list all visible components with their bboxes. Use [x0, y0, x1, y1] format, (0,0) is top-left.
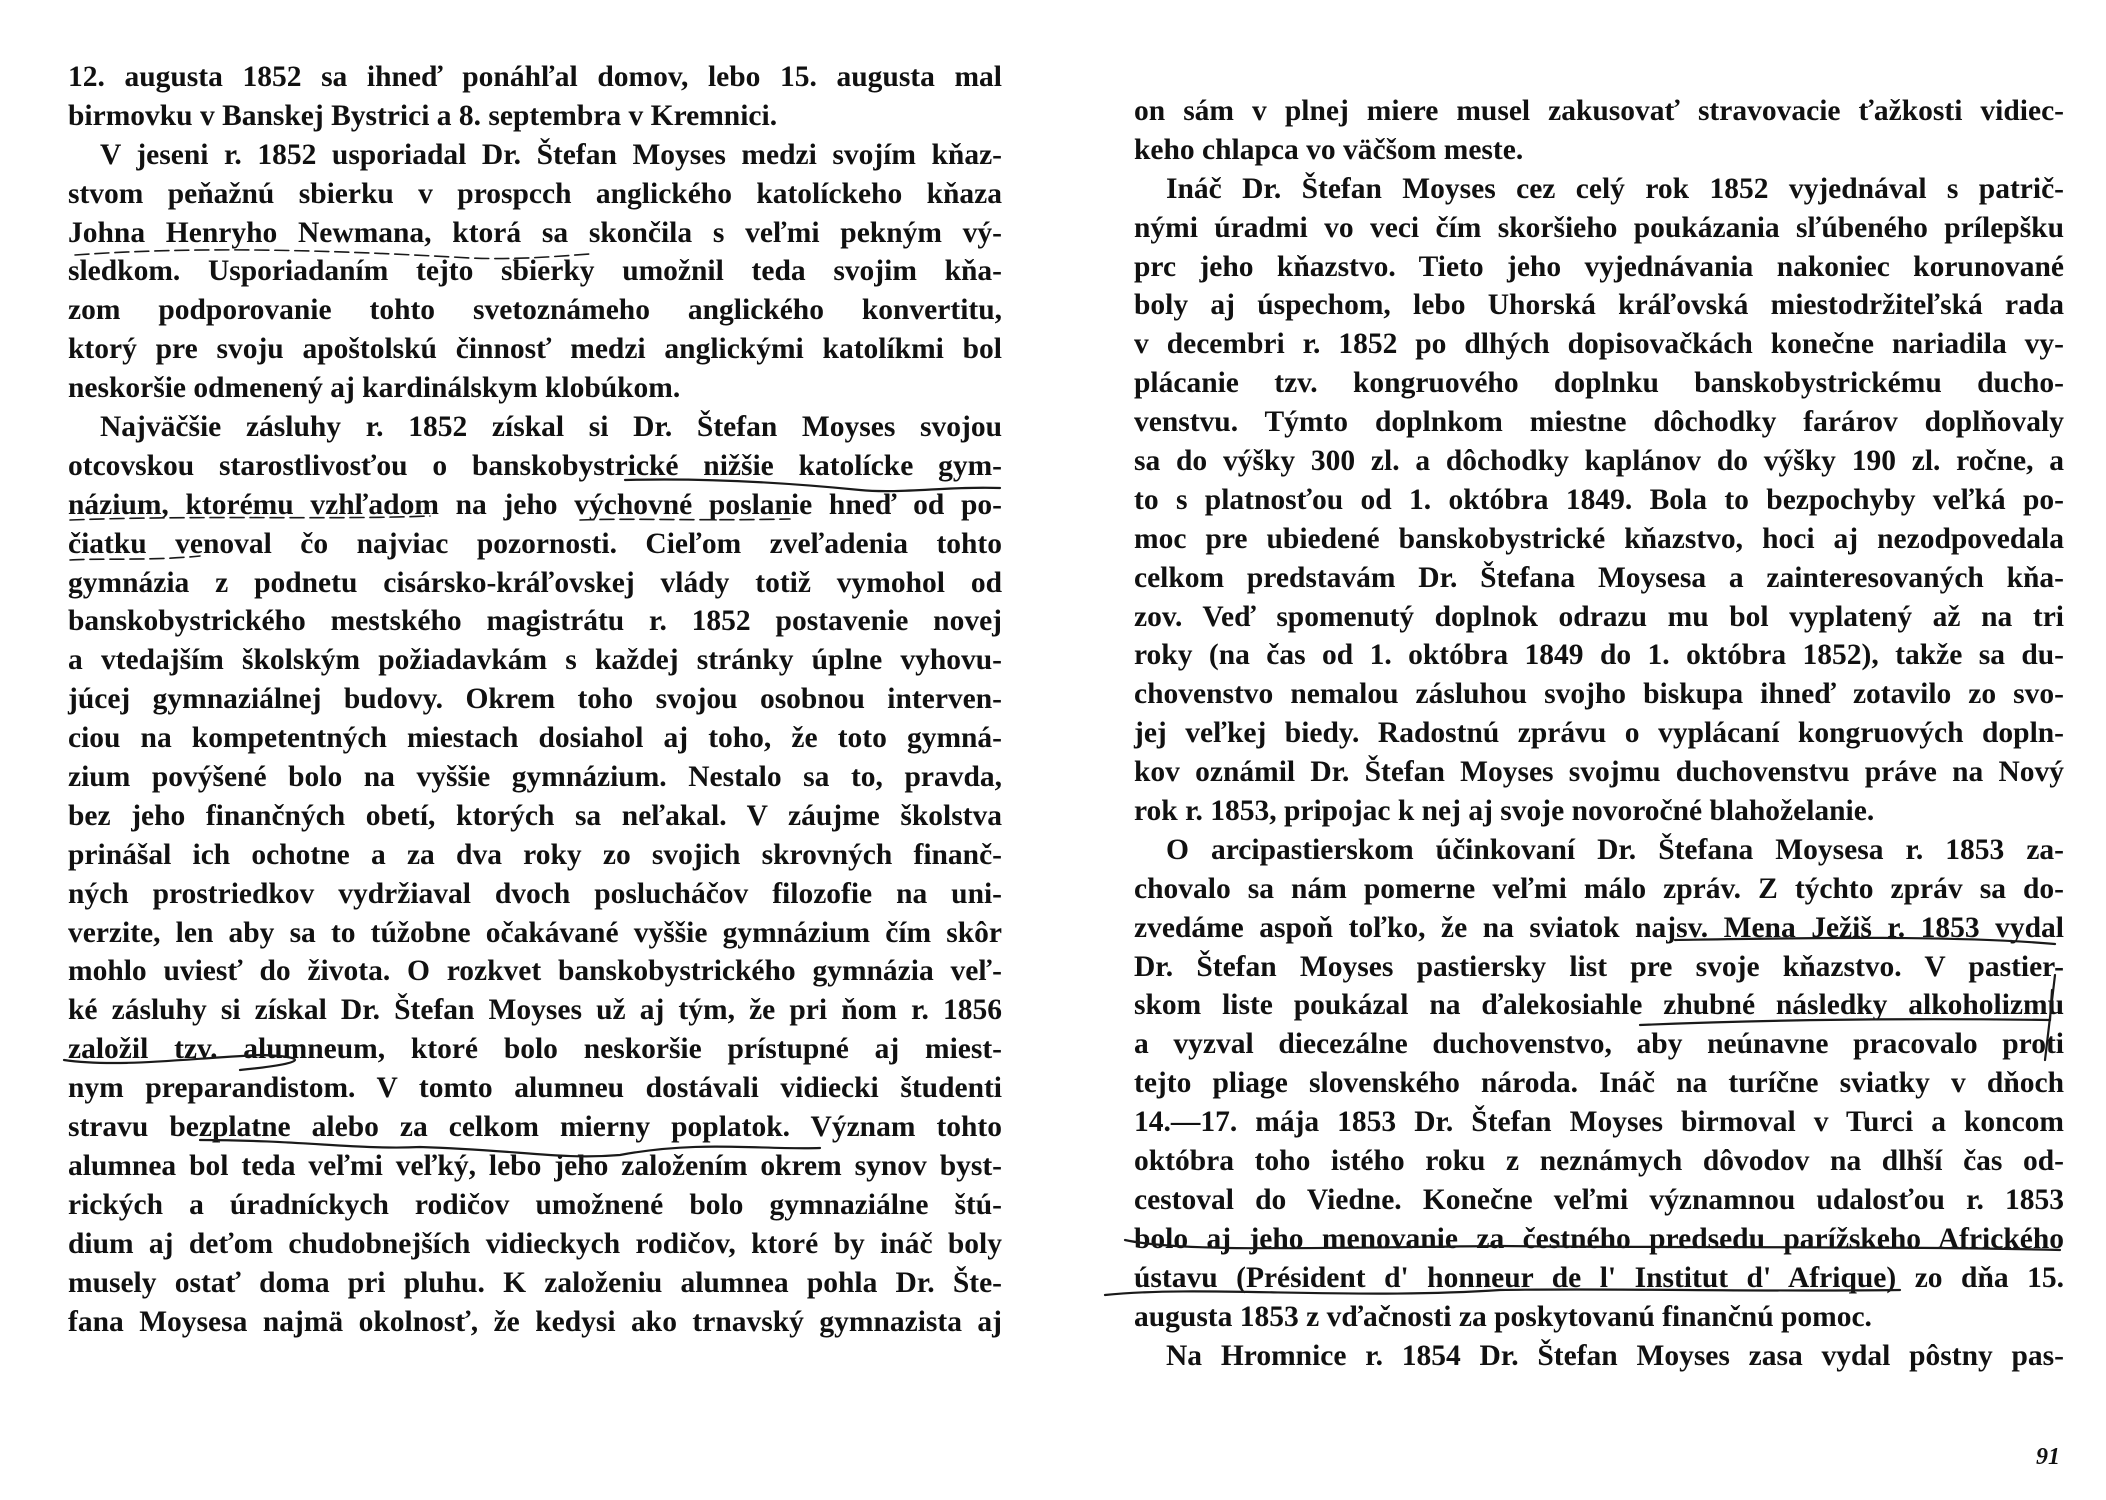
text-line: V jeseni r. 1852 usporiadal Dr. Štefan Moyses medzi svojím kňaz- — [100, 138, 1002, 171]
text-line: zvedáme aspoň toľko, že na sviatok najsv. Mena Ježiš r. 1853 vydal — [1134, 911, 2064, 944]
text-line: verzite, len aby sa to túžobne očakávané vyššie gymnázium čím skôr — [68, 916, 1002, 949]
text-line: jej veľkej biedy. Radostnú zprávu o vyplácaní kongruových dopln- — [1134, 717, 2064, 750]
text-line: a vtedajším školským požiadavkám s každej stránky úplne vyhovu- — [68, 644, 1002, 677]
text-line: birmovku v Banskej Bystrici a 8. septembra v Kremnici. — [68, 99, 778, 132]
text-line: keho chlapca vo väčšom meste. — [1134, 133, 1524, 166]
text-line: tejto pliage slovenského národa. Ináč na turíčne sviatky v dňoch — [1134, 1067, 2064, 1100]
text-line: chovenstvo nemalou zásluhou svojho biskupa ihneď zotavilo zo svo- — [1134, 678, 2064, 711]
text-line: Dr. Štefan Moyses pastiersky list pre svoje kňazstvo. V pastier- — [1134, 950, 2064, 983]
text-line: zov. Veď spomenutý doplnok odrazu mu bol vyplatený až na tri — [1134, 600, 2064, 633]
text-line: Johna Henryho Newmana, ktorá sa skončila s veľmi pekným vý- — [68, 216, 1002, 249]
text-line: nými úradmi vo veci čím skoršieho poukázania sľúbeného prílepšku — [1134, 211, 2064, 244]
text-line: augusta 1853 z vďačnosti za poskytovanú finančnú pomoc. — [1134, 1300, 1872, 1333]
text-line: zium povýšené bolo na vyššie gymnázium. Nestalo sa to, pravda, — [68, 761, 1002, 794]
left-page — [68, 0, 1002, 1500]
text-line: prinášal ich ochotne a za dva roky zo svojich skrovných finanč- — [68, 838, 1002, 871]
text-line: ktorý pre svoju apoštolskú činnosť medzi anglickými katolíkmi bol — [68, 333, 1002, 366]
text-line: bez jeho finančných obetí, ktorých sa neľakal. V záujme školstva — [68, 799, 1002, 832]
text-line: nym preparandistom. V tomto alumneu dostávali vidiecki študenti — [68, 1072, 1002, 1105]
text-line: rických a úradníckych rodičov umožnené bolo gymnaziálne štú- — [68, 1188, 1002, 1221]
page-number: 91 — [2036, 1444, 2060, 1470]
text-line: čiatku venoval čo najviac pozornosti. Cieľom zveľadenia tohto — [68, 527, 1002, 560]
text-line: 12. augusta 1852 sa ihneď ponáhľal domov, lebo 15. augusta mal — [68, 61, 1002, 93]
text-line: neskoršie odmenený aj kardinálskym klobúkom. — [68, 372, 681, 405]
text-line: ciou na kompetentných miestach dosiahol aj toho, že toto gymná- — [68, 722, 1002, 755]
text-line: roky (na čas od 1. októbra 1849 do 1. októbra 1852), takže sa du- — [1134, 639, 2064, 672]
text-line: ných prostriedkov vydržiaval dvoch poslucháčov filozofie na uni- — [68, 877, 1002, 910]
left-page-text — [68, 58, 1002, 1341]
text-line: otcovskou starostlivosťou o banskobystrické nižšie katolícke gym- — [68, 449, 1002, 482]
text-line: skom liste poukázal na ďalekosiahle zhubné následky alkoholizmu — [1134, 989, 2064, 1022]
text-line: kov oznámil Dr. Štefan Moyses svojmu duchovenstvu práve na Nový — [1134, 756, 2064, 789]
text-line: bolo aj jeho menovanie za čestného predsedu parížskeho Afrického — [1134, 1222, 2064, 1255]
text-line: rok r. 1853, pripojac k nej aj svoje novoročné blahoželanie. — [1134, 795, 1875, 828]
text-line: fana Moysesa najmä okolnosť, že kedysi ako trnavský gymnazista aj — [68, 1305, 1002, 1338]
text-line: v decembri r. 1852 po dlhých dopisovačkách konečne nariadila vy- — [1134, 328, 2064, 361]
text-line: ústavu (Président d' honneur de l' Institut d' Afrique) zo dňa 15. — [1134, 1261, 2064, 1294]
text-line: cestoval do Viedne. Konečne veľmi významnou udalosťou r. 1853 — [1134, 1183, 2064, 1216]
text-line: prc jeho kňazstvo. Tieto jeho vyjednávania nakoniec korunované — [1134, 250, 2064, 283]
text-line: založil tzv. alumneum, ktoré bolo neskoršie prístupné aj miest- — [68, 1033, 1002, 1066]
text-line: stvom peňažnú sbierku v prospcch anglického katolíckeho kňaza — [68, 177, 1002, 210]
text-line: to s platnosťou od 1. októbra 1849. Bola to bezpochyby veľká po- — [1134, 483, 2064, 516]
text-line: sledkom. Usporiadaním tejto sbierky umožnil teda svojim kňa- — [68, 255, 1002, 288]
text-line: banskobystrického mestského magistrátu r. 1852 postavenie novej — [68, 605, 1002, 638]
text-line: gymnázia z podnetu cisársko-kráľovskej vlády totiž vymohol od — [68, 566, 1002, 599]
text-line: venstvu. Týmto doplnkom miestne dôchodky farárov doplňovaly — [1134, 406, 2064, 439]
text-line: mohlo uviesť do života. O rozkvet banskobystrického gymnázia veľ- — [68, 955, 1002, 988]
text-line: Ináč Dr. Štefan Moyses cez celý rok 1852 vyjednával s patrič- — [1166, 172, 2064, 205]
right-page-text — [1134, 92, 2064, 1375]
text-line: on sám v plnej miere musel zakusovať stravovacie ťažkosti vidiec- — [1134, 95, 2064, 127]
text-line: Najväčšie zásluhy r. 1852 získal si Dr. Štefan Moyses svojou — [100, 411, 1002, 444]
text-line: zom podporovanie tohto svetoznámeho anglického konvertitu, — [68, 294, 1002, 327]
text-line: O arcipastierskom účinkovaní Dr. Štefana Moysesa r. 1853 za- — [1166, 833, 2064, 866]
text-line: júcej gymnaziálnej budovy. Okrem toho svojou osobnou interven- — [68, 683, 1002, 716]
text-line: boly aj úspechom, lebo Uhorská kráľovská miestodržiteľská rada — [1134, 289, 2064, 322]
text-line: moc pre ubiedené banskobystrické kňazstvo, hoci aj nezodpovedala — [1134, 522, 2064, 555]
text-line: chovalo sa nám pomerne veľmi málo zpráv. Z týchto zpráv sa do- — [1134, 872, 2064, 905]
right-page — [1134, 0, 2064, 1500]
text-line: stravu bezplatne alebo za celkom mierny poplatok. Význam tohto — [68, 1111, 1002, 1144]
text-line: alumnea bol teda veľmi veľký, lebo jeho založením okrem synov byst- — [68, 1149, 1002, 1182]
text-line: sa do výšky 300 zl. a dôchodky kaplánov do výšky 190 zl. ročne, a — [1134, 445, 2064, 478]
text-line: celkom predstavám Dr. Štefana Moysesa a zainteresovaných kňa- — [1134, 561, 2064, 594]
text-line: musely ostať doma pri pluhu. K založeniu alumnea pohla Dr. Šte- — [68, 1266, 1002, 1299]
text-line: dium aj deťom chudobnejších vidieckych rodičov, ktoré by ináč boly — [68, 1227, 1002, 1260]
text-line: Na Hromnice r. 1854 Dr. Štefan Moyses zasa vydal pôstny pas- — [1166, 1339, 2064, 1372]
text-line: ké zásluhy si získal Dr. Štefan Moyses už aj tým, že pri ňom r. 1856 — [68, 994, 1002, 1027]
text-line: októbra toho istého roku z neznámych dôvodov na dlhší čas od- — [1134, 1145, 2064, 1178]
text-line: a vyzval diecezálne duchovenstvo, aby neúnavne pracovalo proti — [1134, 1028, 2064, 1061]
text-line: 14.—17. mája 1853 Dr. Štefan Moyses birmoval v Turci a koncom — [1134, 1106, 2064, 1139]
text-line: názium, ktorému vzhľadom na jeho výchovné poslanie hneď od po- — [68, 488, 1002, 521]
text-line: plácanie tzv. kongruového doplnku banskobystrickému ducho- — [1134, 367, 2064, 400]
